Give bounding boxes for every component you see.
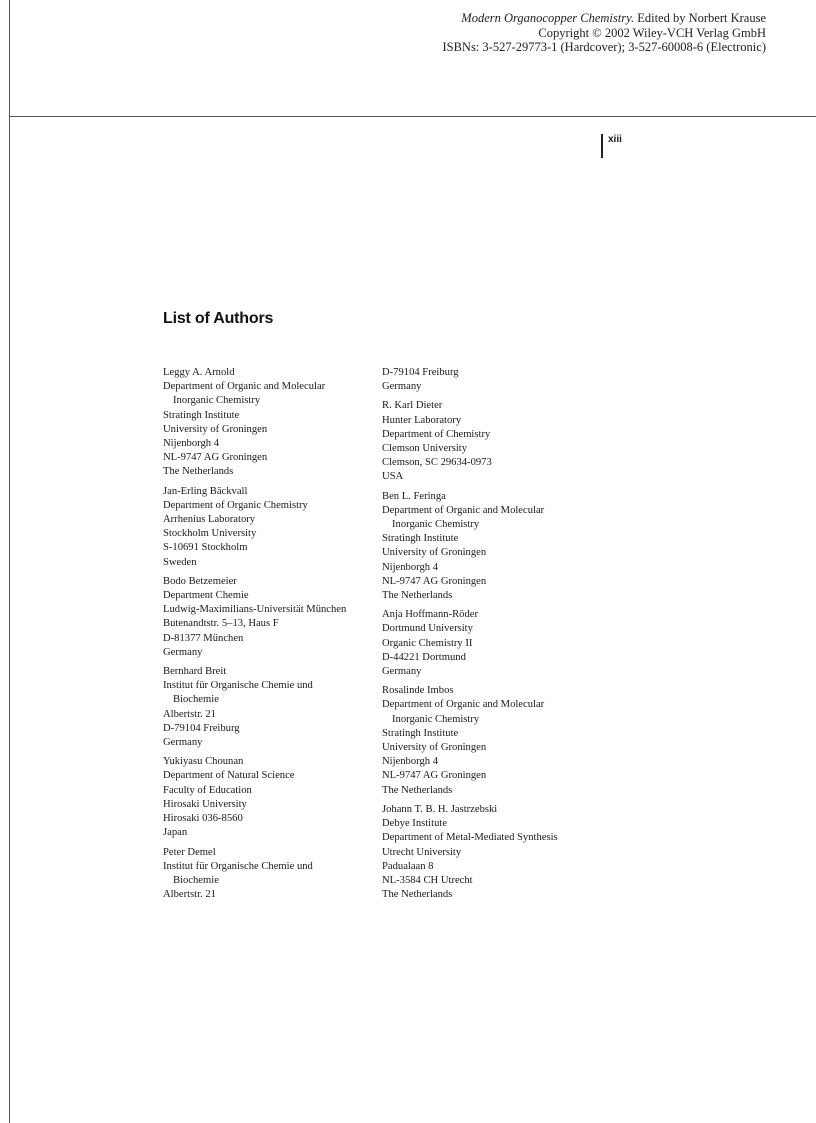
author-entry [163,755,378,840]
affiliation-line: Sweden [163,556,197,568]
author-entry [163,366,378,480]
affiliation-line: Debye Institute [382,818,448,830]
affiliation-line: Department of Organic and Molecular [382,504,545,516]
affiliation-line: Hirosaki 036-8560 [163,813,243,825]
affiliation-line: University of Groningen [382,742,487,754]
affiliation-line: Germany [163,737,203,749]
affiliation-line: The Netherlands [163,466,234,478]
affiliation-line: Dortmund University [382,623,473,635]
author-name: Ben L. Feringa [382,490,446,502]
affiliation-line: Stratingh Institute [163,409,240,421]
author-entry [163,485,378,570]
author-name: Peter Demel [163,846,216,858]
affiliation-line: Hirosaki University [163,798,247,810]
affiliation-line: Department of Organic and Molecular [163,381,326,393]
isbn-line: ISBNs: 3-527-29773-1 (Hardcover); 3-527-60008-6 (Electronic) [442,40,766,54]
affiliation-line: D-79104 Freiburg [163,722,240,734]
affiliation-line: The Netherlands [382,889,453,901]
author-name: R. Karl Dieter [382,400,443,412]
author-name: Anja Hoffmann-Röder [382,609,479,621]
affiliation-line: Albertstr. 21 [163,708,216,720]
affiliation-line: Butenandtstr. 5–13, Haus F [163,618,279,630]
affiliation-line: Department of Chemistry [382,428,491,440]
author-name: Rosalinde Imbos [382,685,454,697]
page-number: xiii [608,134,622,145]
affiliation-line: Inorganic Chemistry [392,713,480,725]
affiliation-line: University of Groningen [382,547,487,559]
affiliation-line: Stockholm University [163,528,257,540]
affiliation-line: Institut für Organische Chemie und [163,860,313,872]
section-title: List of Authors [163,310,274,327]
running-header [442,11,766,55]
author-entry [163,575,378,660]
affiliation-line: Japan [163,827,188,839]
affiliation-line: Albertstr. 21 [163,889,216,901]
affiliation-line: Biochemie [173,694,219,706]
author-column-left [163,366,378,907]
author-name: Bernhard Breit [163,666,227,678]
edited-by: Edited by Norbert Krause [637,11,766,25]
header-line-1 [442,11,766,26]
author-column-right [382,366,597,907]
affiliation-line: Inorganic Chemistry [392,519,480,531]
affiliation-line: Department Chemie [163,590,249,602]
affiliation-line: Department of Organic Chemistry [163,499,308,511]
affiliation-line: NL-9747 AG Groningen [382,770,487,782]
author-entry [163,665,378,750]
affiliation-line: Faculty of Education [163,784,252,796]
affiliation-line: Nijenborgh 4 [382,561,439,573]
affiliation-line: Department of Natural Science [163,770,295,782]
affiliation-line: Clemson University [382,443,468,455]
affiliation-line: USA [382,471,404,483]
author-name: Jan-Erling Bäckvall [163,485,248,497]
affiliation-line: S-10691 Stockholm [163,542,248,554]
affiliation-line: Germany [382,666,422,678]
affiliation-line: Biochemie [173,874,219,886]
affiliation-line: D-81377 München [163,632,244,644]
affiliation-line: Nijenborgh 4 [163,438,220,450]
author-entry [382,490,597,604]
author-entry [382,803,597,902]
affiliation-line: The Netherlands [382,784,453,796]
affiliation-line: NL-9747 AG Groningen [382,575,487,587]
author-name: Bodo Betzemeier [163,575,237,587]
affiliation-line: Clemson, SC 29634-0973 [382,457,492,469]
author-entry [382,684,597,798]
affiliation-line: Nijenborgh 4 [382,756,439,768]
affiliation-line: NL-9747 AG Groningen [163,452,268,464]
header-rule [9,116,816,117]
author-name: Leggy A. Arnold [163,367,235,378]
author-entry [382,399,597,484]
affiliation-line: Institut für Organische Chemie und [163,680,313,692]
affiliation-line: Department of Organic and Molecular [382,699,545,711]
affiliation-line: D-44221 Dortmund [382,651,466,663]
affiliation-line: Department of Metal-Mediated Synthesis [382,832,558,844]
affiliation-line: The Netherlands [382,590,453,602]
affiliation-line: Hunter Laboratory [382,414,462,426]
affiliation-line: D-79104 Freiburg [382,367,459,378]
author-name: Yukiyasu Chounan [163,756,244,768]
affiliation-line: Inorganic Chemistry [173,395,261,407]
author-name: Johann T. B. H. Jastrzebski [382,803,498,815]
page-number-marker [601,134,622,158]
page-left-rule [9,0,10,1123]
affiliation-line: Ludwig-Maximilians-Universität München [163,604,347,616]
affiliation-line: Utrecht University [382,846,462,858]
affiliation-line: Stratingh Institute [382,533,459,545]
author-entry-continued [382,366,597,394]
affiliation-line: Germany [382,381,422,393]
affiliation-line: Padualaan 8 [382,860,434,872]
affiliation-line: Stratingh Institute [382,727,459,739]
affiliation-line: Arrhenius Laboratory [163,514,256,526]
affiliation-line: Germany [163,646,203,658]
author-entry [382,608,597,679]
affiliation-line: NL-3584 CH Utrecht [382,874,473,886]
author-entry [163,846,378,903]
book-title: Modern Organocopper Chemistry. [461,11,635,25]
affiliation-line: Organic Chemistry II [382,637,473,649]
copyright-line: Copyright © 2002 Wiley-VCH Verlag GmbH [538,25,766,40]
affiliation-line: University of Groningen [163,423,268,435]
